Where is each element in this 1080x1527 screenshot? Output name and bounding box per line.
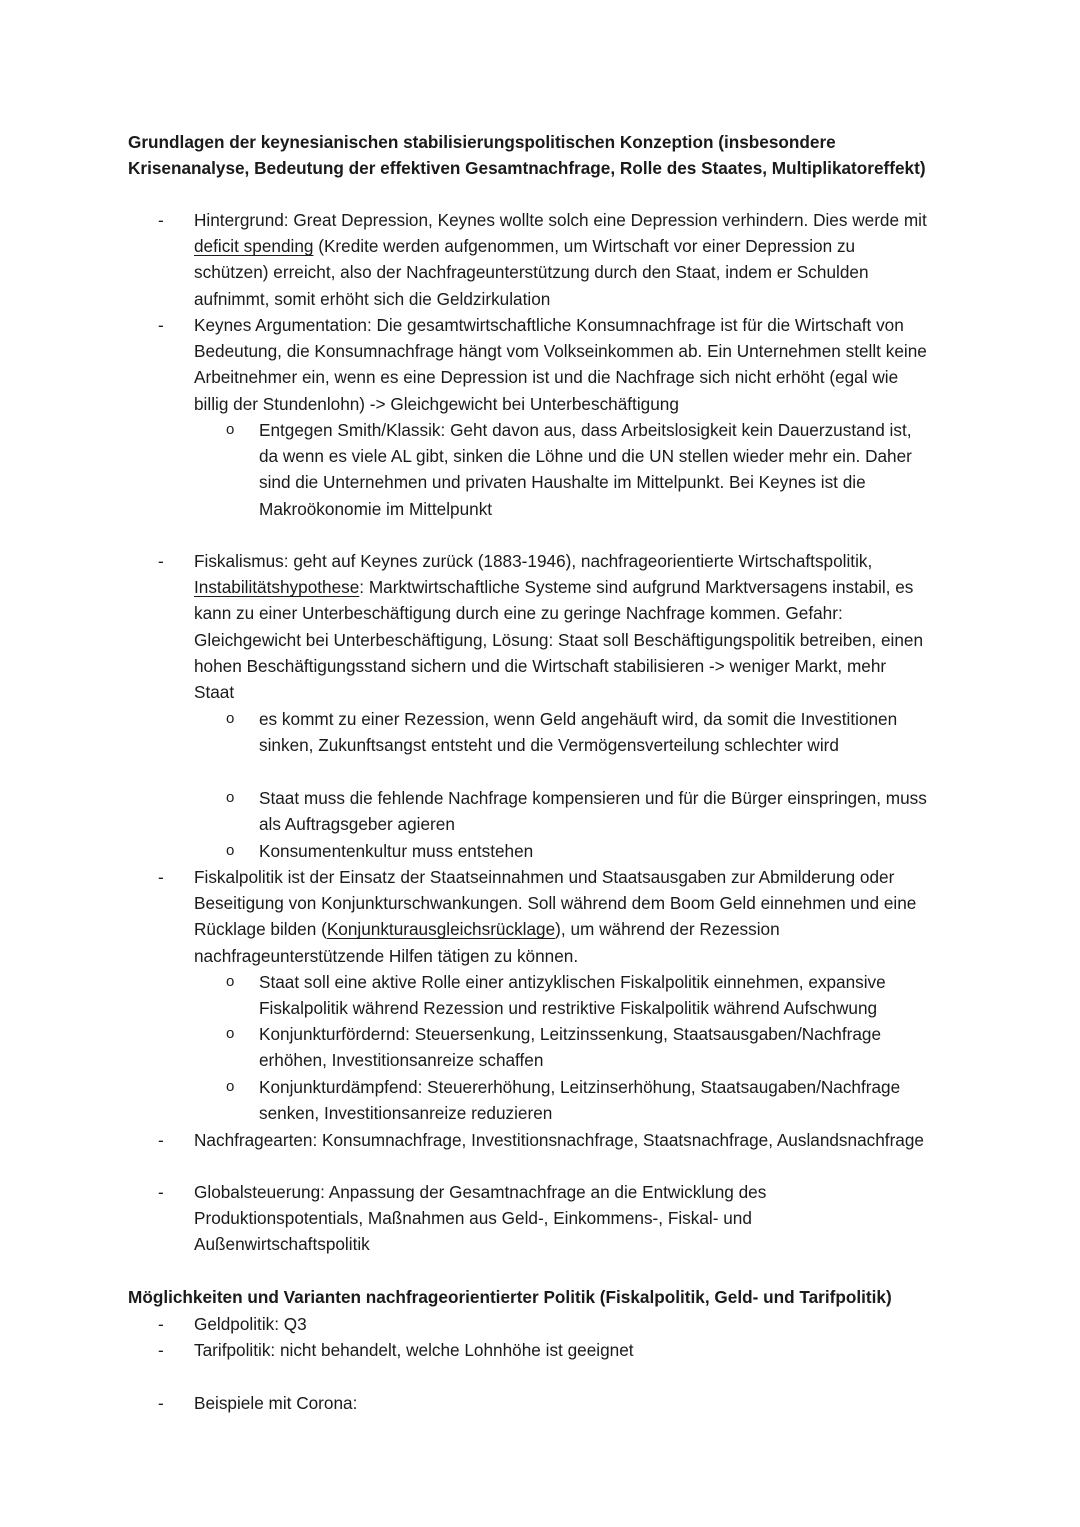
dash-bullet: - bbox=[158, 551, 164, 571]
sub-bullet-text: Staat soll eine aktive Rolle einer antizyklischen Fiskalpolitik einnehmen, expansive Fiskalpolitik während Rezession und restriktive Fiskalpolitik während Aufschwung bbox=[259, 972, 886, 1019]
circle-bullet: o bbox=[226, 1025, 235, 1042]
circle-bullet: o bbox=[226, 789, 235, 806]
circle-bullet: o bbox=[226, 973, 235, 990]
circle-bullet: o bbox=[226, 710, 235, 727]
dash-bullet: - bbox=[158, 1393, 164, 1413]
section-heading: Grundlagen der keynesianischen stabilisierungspolitischen Konzeption (insbesondere Krisenanalyse, Bedeutung der effektiven Gesamtnachfrage, Rolle des Staates, Multiplikatoreffekt) bbox=[128, 132, 926, 179]
bullet-text: Globalsteuerung: Anpassung der Gesamtnachfrage an die Entwicklung des Produktionspotentials, Maßnahmen aus Geld-, Einkommens-, Fiskal- und Außenwirtschaftspolitik bbox=[194, 1182, 767, 1255]
dash-bullet: - bbox=[158, 1130, 164, 1150]
dash-bullet: - bbox=[158, 210, 164, 230]
dash-bullet: - bbox=[158, 1340, 164, 1360]
circle-bullet: o bbox=[226, 421, 235, 438]
bullet-text: Geldpolitik: Q3 bbox=[194, 1314, 307, 1334]
underlined-term: deficit spending bbox=[194, 236, 314, 257]
bullet-text: Keynes Argumentation: Die gesamtwirtschaftliche Konsumnachfrage ist für die Wirtschaft von Bedeutung, die Konsumnachfrage hängt vom Volkseinkommen ab. Ein Unternehmen stellt keine Arbeitnehmer ein, wenn es eine Depression ist und die Nachfrage sich nicht erhöht (egal wie billig der Stundenlohn) -> Gleichgewicht bei Unterbeschäftigung bbox=[194, 315, 927, 414]
underlined-term: Konjunkturausgleichsrücklage bbox=[326, 919, 556, 940]
circle-bullet: o bbox=[226, 1078, 235, 1095]
dash-bullet: - bbox=[158, 1314, 164, 1334]
bullet-text: Tarifpolitik: nicht behandelt, welche Lohnhöhe ist geeignet bbox=[194, 1340, 634, 1360]
circle-bullet: o bbox=[226, 842, 235, 859]
section-heading: Möglichkeiten und Varianten nachfrageorientierter Politik (Fiskalpolitik, Geld- und Tarifpolitik) bbox=[128, 1287, 892, 1307]
underlined-term: Instabilitätshypothese bbox=[194, 577, 360, 598]
bullet-text: Fiskalpolitik ist der Einsatz der Staatseinnahmen und Staatsausgaben zur Abmilderung oder Beseitigung von Konjunkturschwankungen. Soll während dem Boom Geld einnehmen und eine Rücklage bilden (Konjunkturausgleichsrücklage), um während der Rezession nachfrageunterstützende Hilfen tätigen zu können. bbox=[194, 867, 917, 966]
bullet-text: Beispiele mit Corona: bbox=[194, 1393, 358, 1413]
sub-bullet-text: Konjunkturfördernd: Steuersenkung, Leitzinssenkung, Staatsausgaben/Nachfrage erhöhen, Investitionsanreize schaffen bbox=[259, 1024, 882, 1071]
bullet-text: Nachfragearten: Konsumnachfrage, Investitionsnachfrage, Staatsnachfrage, Auslandsnachfrage bbox=[194, 1130, 924, 1150]
sub-bullet-text: Konsumentenkultur muss entstehen bbox=[259, 841, 534, 861]
sub-bullet-text: Konjunkturdämpfend: Steuererhöhung, Leitzinserhöhung, Staatsaugaben/Nachfrage senken, Investitionsanreize reduzieren bbox=[259, 1077, 901, 1124]
dash-bullet: - bbox=[158, 867, 164, 887]
sub-bullet-text: Staat muss die fehlende Nachfrage kompensieren und für die Bürger einspringen, muss als Auftragsgeber agieren bbox=[259, 788, 927, 835]
sub-bullet-text: Entgegen Smith/Klassik: Geht davon aus, dass Arbeitslosigkeit kein Dauerzustand ist, da wenn es viele AL gibt, sinken die Löhne und die UN stellen wieder mehr ein. Daher sind die Unternehmen und privaten Haushalte im Mittelpunkt. Bei Keynes ist die Makroökonomie im Mittelpunkt bbox=[259, 420, 912, 519]
dash-bullet: - bbox=[158, 315, 164, 335]
bullet-text: Hintergrund: Great Depression, Keynes wollte solch eine Depression verhindern. Dies werde mit deficit spending (Kredite werden aufgenommen, um Wirtschaft vor einer Depression zu schützen) erreicht, also der Nachfrageunterstützung durch den Staat, indem er Schulden aufnimmt, somit erhöht sich die Geldzirkulation bbox=[194, 210, 927, 309]
dash-bullet: - bbox=[158, 1182, 164, 1202]
sub-bullet-text: es kommt zu einer Rezession, wenn Geld angehäuft wird, da somit die Investitionen sinken, Zukunftsangst entsteht und die Vermögensverteilung schlechter wird bbox=[259, 709, 898, 756]
bullet-text: Fiskalismus: geht auf Keynes zurück (1883-1946), nachfrageorientierte Wirtschaftspolitik, Instabilitätshypothese: Marktwirtschaftliche Systeme sind aufgrund Marktversagens instabil, es kann zu einer Unterbeschäftigung durch eine zu geringe Nachfrage kommen. Gefahr: Gleichgewicht bei Unterbeschäftigung, Lösung: Staat soll Beschäftigungspolitik betreiben, einen hohen Beschäftigungsstand sichern und die Wirtschaft stabilisieren -> weniger Markt, mehr Staat bbox=[194, 551, 924, 703]
